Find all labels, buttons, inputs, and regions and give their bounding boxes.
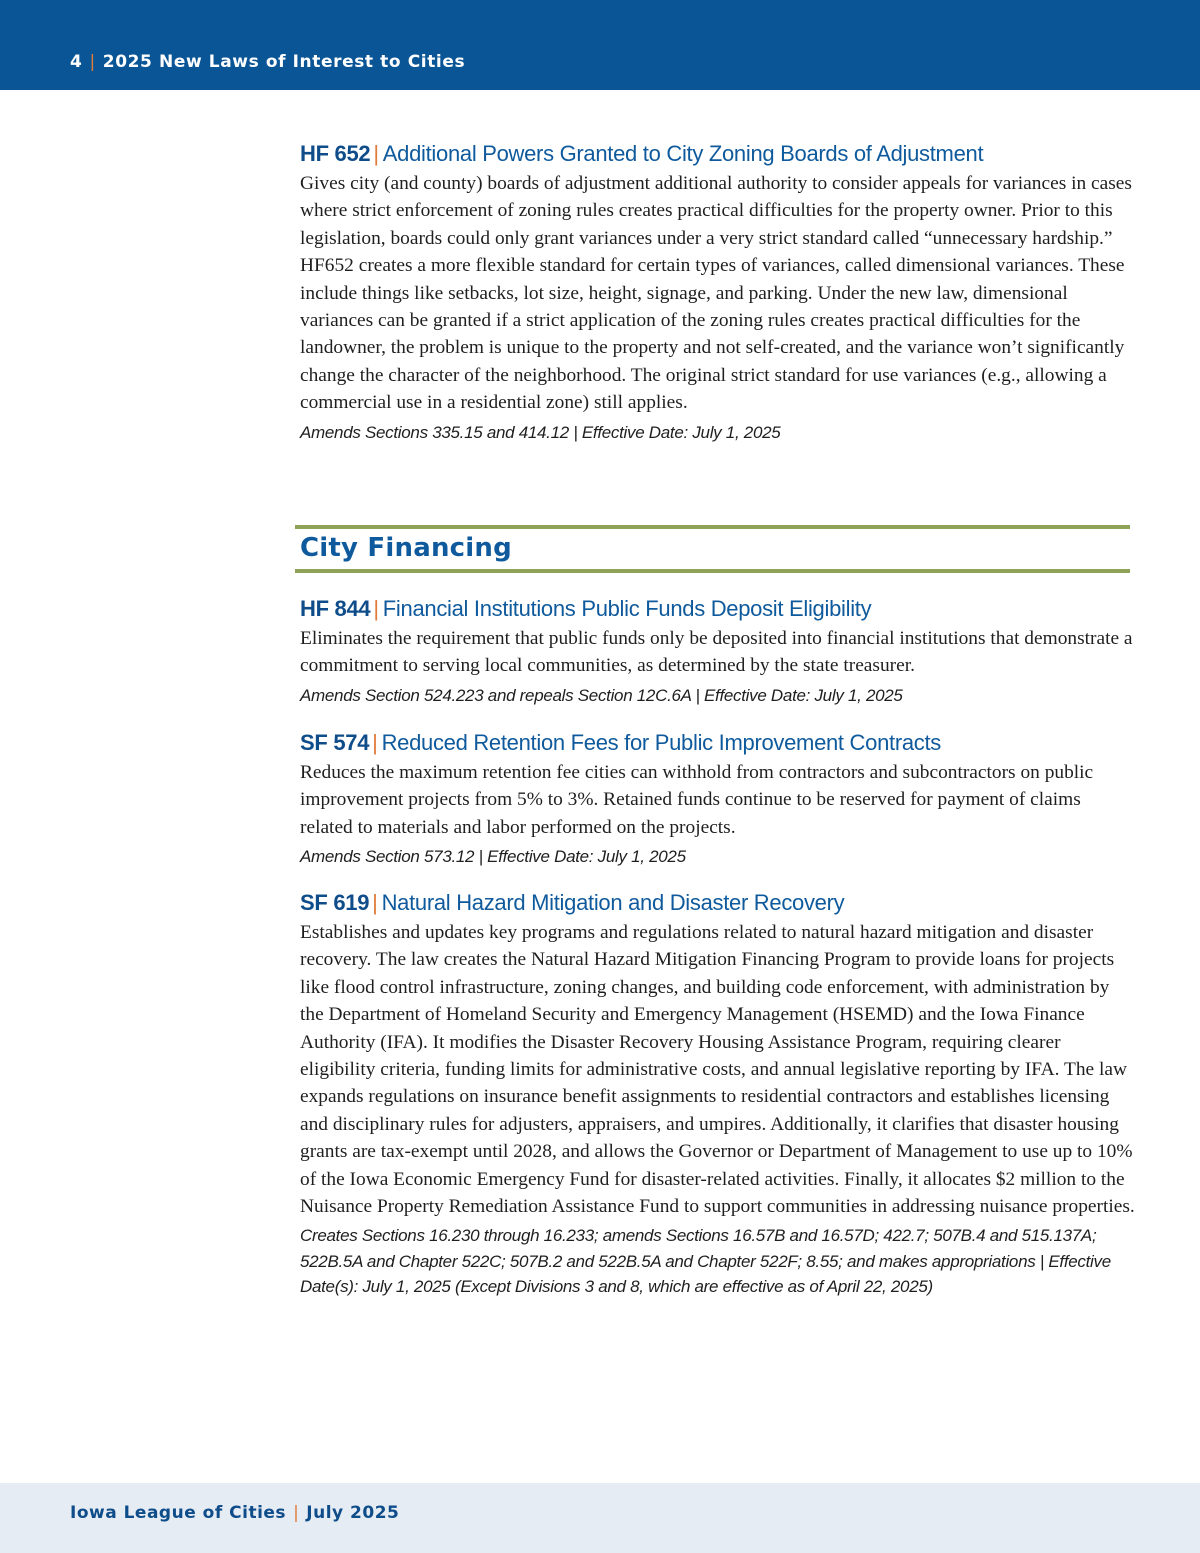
title-separator: | bbox=[373, 141, 379, 166]
bill-title: Financial Institutions Public Funds Deposit Eligibility bbox=[382, 596, 872, 621]
footer-separator: | bbox=[293, 1503, 300, 1523]
document-title: 2025 New Laws of Interest to Cities bbox=[102, 52, 466, 72]
law-citation: Amends Section 524.223 and repeals Section 12C.6A | Effective Date: July 1, 2025 bbox=[300, 685, 903, 705]
law-entry-hf652 bbox=[300, 140, 1135, 445]
bill-title: Additional Powers Granted to City Zoning Boards of Adjustment bbox=[382, 141, 984, 166]
law-entry-sf619 bbox=[300, 889, 1135, 1300]
law-title bbox=[300, 140, 1135, 168]
page-header bbox=[0, 0, 1200, 90]
law-description: Eliminates the requirement that public funds only be deposited into financial institutions that demonstrate a commitment to serving local communities, as determined by the state treasurer. bbox=[300, 628, 1133, 677]
title-separator: | bbox=[373, 596, 379, 621]
law-description: Gives city (and county) boards of adjustment additional authority to consider appeals for variances in cases where strict enforcement of zoning rules creates practical difficulties for the property owner. Prior to this legislation, boards could only grant variances under a very strict standard called “unnecessary hardship.” HF652 creates a more flexible standard for certain types of variances, called dimensional variances. These include things like setbacks, lot size, height, signage, and parking. Under the new law, dimensional variances can be granted if a strict application of the zoning rules creates practical difficulties for the landowner, the problem is unique to the property and not self-created, and the variance won’t significantly change the character of the neighborhood. The original strict standard for use variances (e.g., allowing a commercial use in a residential zone) still applies. bbox=[300, 173, 1132, 414]
law-entry-sf574 bbox=[300, 729, 1135, 870]
law-title bbox=[300, 729, 1135, 757]
section-rule-bottom bbox=[295, 569, 1130, 573]
law-entry-hf844 bbox=[300, 595, 1135, 708]
law-citation: Amends Section 573.12 | Effective Date: July 1, 2025 bbox=[300, 847, 686, 867]
page-footer bbox=[0, 1483, 1200, 1553]
title-separator: | bbox=[372, 890, 378, 915]
law-description: Establishes and updates key programs and regulations related to natural hazard mitigation and disaster recovery. The law creates the Natural Hazard Mitigation Financing Program to provide loans for projects like flood control infrastructure, zoning changes, and building code enforcement, with administration by the Department of Homeland Security and Emergency Management (HSEMD) and the Iowa Finance Authority (IFA). It modifies the Disaster Recovery Housing Assistance Program, requiring clearer eligibility criteria, funding limits for administrative costs, and annual legislative reporting by IFA. The law expands regulations on insurance benefit assignments to residential contractors and establishes licensing and disciplinary rules for adjusters, appraisers, and umpires. Additionally, it clarifies that disaster housing grants are tax-exempt until 2028, and allows the Governor or Department of Management to use up to 10% of the Iowa Economic Emergency Fund for disaster-related activities. Finally, it allocates $2 million to the Nuisance Property Remediation Assistance Fund to support communities in addressing nuisance properties. bbox=[300, 922, 1135, 1218]
law-citation: Amends Sections 335.15 and 414.12 | Effective Date: July 1, 2025 bbox=[300, 422, 781, 442]
bill-title: Natural Hazard Mitigation and Disaster Recovery bbox=[381, 890, 845, 915]
footer-organization: Iowa League of Cities bbox=[70, 1503, 287, 1523]
bill-number: SF 619 bbox=[300, 890, 370, 915]
bill-number: SF 574 bbox=[300, 730, 370, 755]
title-separator: | bbox=[372, 730, 378, 755]
bill-title: Reduced Retention Fees for Public Improvement Contracts bbox=[381, 730, 942, 755]
bill-number: HF 844 bbox=[300, 596, 371, 621]
bill-number: HF 652 bbox=[300, 141, 371, 166]
section-rule-top bbox=[295, 525, 1130, 529]
law-description: Reduces the maximum retention fee cities can withhold from contractors and subcontractors on public improvement projects from 5% to 3%. Retained funds continue to be reserved for payment of claims related to materials and labor performed on the projects. bbox=[300, 762, 1094, 838]
page-number: 4 bbox=[70, 52, 83, 72]
header-separator: | bbox=[89, 52, 96, 72]
running-header bbox=[70, 52, 465, 72]
footer-text bbox=[70, 1503, 399, 1523]
section-heading: City Financing bbox=[300, 533, 512, 563]
law-citation: Creates Sections 16.230 through 16.233; amends Sections 16.57B and 16.57D; 422.7; 507B.4 and 515.137A; 522B.5A and Chapter 522C; 507B.2 and 522B.5A and Chapter 522F; 8.55; and makes appropriations | Effective Date(s): July 1, 2025 (Except Divisions 3 and 8, which are effective as of April 22, 2025) bbox=[300, 1226, 1111, 1297]
footer-date: July 2025 bbox=[306, 1503, 400, 1523]
law-title bbox=[300, 595, 1135, 623]
law-title bbox=[300, 889, 1135, 917]
